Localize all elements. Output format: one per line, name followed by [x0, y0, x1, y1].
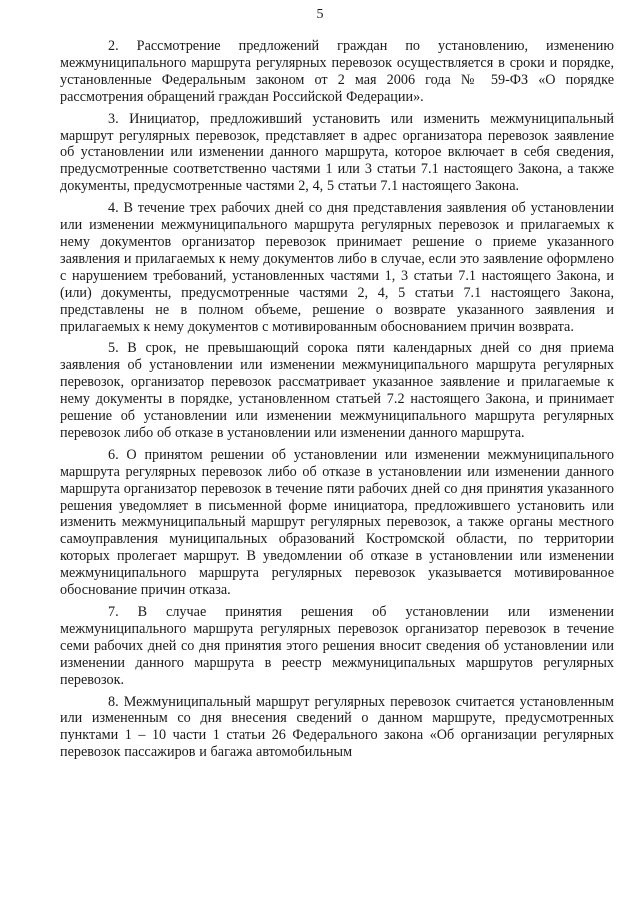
page-number: 5 [316, 7, 324, 22]
paragraph-3: 3. Инициатор, предложивший установить или изменить межмуниципальный маршрут регулярных перевозок, представляет в адрес организатора перевозок заявление об установлении или изменении данного маршрута, которое включает в себя сведения, предусмотренные соответственно частями 1 или 3 статьи 7.1 настоящего Закона, а также документы, предусмотренные частями 2, 4, 5 статьи 7.1 настоящего Закона. [60, 110, 614, 195]
document-body [60, 38, 614, 766]
paragraph-6: 6. О принятом решении об установлении или изменении межмуниципального маршрута регулярных перевозок либо об отказе в установлении или изменении данного маршрута организатор перевозок в течение пяти рабочих дней со дня принятия указанного решения уведомляет в письменной форме инициатора, предложившего установить или изменить межмуниципальный маршрут регулярных перевозок, а также органы местного самоуправления муниципальных образований Костромской области, по территории которых пролегает маршрут. В уведомлении об отказе в установлении или изменении межмуниципального маршрута регулярных перевозок указывается мотивированное обоснование причин отказа. [60, 446, 614, 599]
paragraph-4: 4. В течение трех рабочих дней со дня представления заявления об установлении или изменении межмуниципального маршрута регулярных перевозок и прилагаемых к нему документов организатор перевозок принимает решение о приеме указанного заявления и прилагаемых к нему документов либо в случае, если это заявление оформлено с нарушением требований, установленных частями 1, 3 статьи 7.1 настоящего Закона, и (или) документы, предусмотренные частями 2, 4, 5 статьи 7.1 настоящего Закона, представлены не в полном объеме, решение о возврате указанного заявления и прилагаемых к нему документов с мотивированным обоснованием причин возврата. [60, 200, 614, 335]
paragraph-8: 8. Межмуниципальный маршрут регулярных перевозок считается установленным или измененным со дня внесения сведений о данном маршруте, предусмотренных пунктами 1 – 10 части 1 статьи 26 Федерального закона «Об организации регулярных перевозок пассажиров и багажа автомобильным [60, 693, 614, 761]
paragraph-7: 7. В случае принятия решения об установлении или изменении межмуниципального маршрута регулярных перевозок организатор перевозок в течение семи рабочих дней со дня принятия этого решения вносит сведения об установлении или изменении данного маршрута в реестр межмуниципальных маршрутов регулярных перевозок. [60, 604, 614, 688]
paragraph-5: 5. В срок, не превышающий сорока пяти календарных дней со дня приема заявления об установлении или изменении межмуниципального маршрута регулярных перевозок, организатор перевозок рассматривает указанное заявление и прилагаемые к нему документы в порядке, установленном статьей 7.2 настоящего Закона, и принимает решение об установлении или изменении межмуниципального маршрута регулярных перевозок либо об отказе в установлении или изменении данного маршрута. [60, 340, 614, 441]
paragraph-2: 2. Рассмотрение предложений граждан по установлению, изменению межмуниципального маршрута регулярных перевозок осуществляется в сроки и порядке, установленные Федеральным законом от 2 мая 2006 года № 59-ФЗ «О порядке рассмотрения обращений граждан Российской Федерации». [60, 38, 614, 105]
